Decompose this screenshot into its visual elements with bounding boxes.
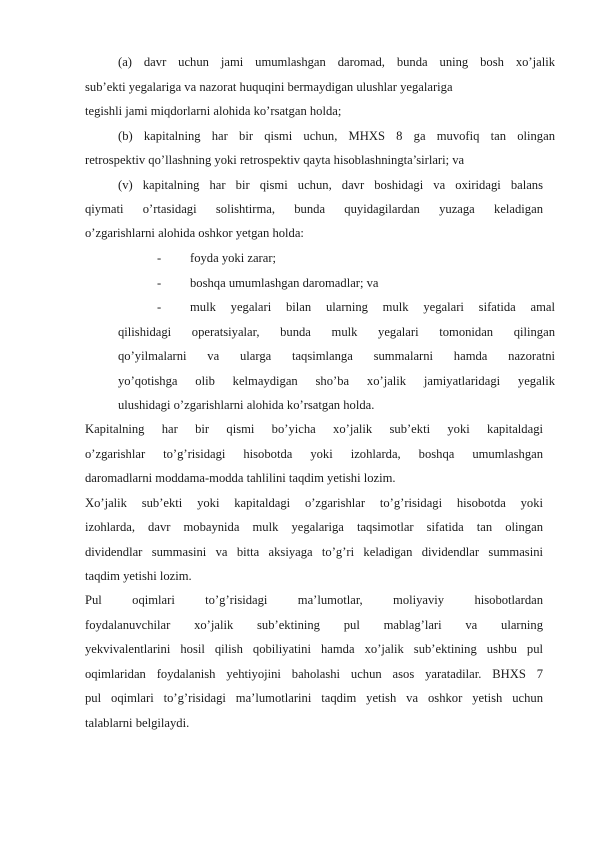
bullet-3-line-3: qo’yilmalarni va ularga taqsimlanga summalarni hamda nazoratni: [118, 349, 555, 363]
para-a-line-1: (a) davr uchun jami umumlashgan daromad, bunda uning bosh xo’jalik: [118, 55, 555, 69]
para-a-line-3: tegishli jami miqdorlarni alohida ko’rsatgan holda;: [85, 104, 342, 118]
bullet-3-line-4: yo’qotishga olib kelmaydigan sho’ba xo’jalik jamiyatlaridagi yegalik: [118, 374, 555, 388]
para-2-line-4: taqdim yetishi lozim.: [85, 569, 192, 583]
para-b-line-1: (b) kapitalning har bir qismi uchun, MHXS 8 ga muvofiq tan olingan: [118, 129, 555, 143]
para-v-line-1: (v) kapitalning har bir qismi uchun, davr boshidagi va oxiridagi balans: [118, 178, 543, 192]
para-3-line-5: pul oqimlari to’g’risidagi ma’lumotlarini taqdim yetish va oshkor yetish uchun: [85, 691, 543, 705]
para-3-line-1: Pul oqimlari to’g’risidagi ma’lumotlar, moliyaviy hisobotlardan: [85, 593, 543, 607]
para-v-line-2: qiymati o’rtasidagi solishtirma, bunda quyidagilardan yuzaga keladigan: [85, 202, 543, 216]
para-1-line-1: Kapitalning har bir qismi bo’yicha xo’jalik sub’ekti yoki kapitaldagi: [85, 422, 543, 436]
para-3-line-3: yekvivalentlarini hosil qilish qobiliyatini hamda xo’jalik sub’ektining ushbu pul: [85, 642, 543, 656]
para-2-line-3: dividendlar summasini va bitta aksiyaga to’g’ri keladigan dividendlar summasini: [85, 545, 543, 559]
para-1-line-2: o’zgarishlar to’g’risidagi hisobotda yoki izohlarda, boshqa umumlashgan: [85, 447, 543, 461]
bullet-dash-3: -: [157, 300, 162, 314]
para-v-line-3: o’zgarishlarni alohida oshkor yetgan holda:: [85, 226, 304, 240]
bullet-3-line-1: mulk yegalari bilan ularning mulk yegalari sifatida amal: [190, 300, 555, 314]
para-3-line-4: oqimlaridan foydalanish yehtiyojini baholashi uchun asos yaratadilar. BHXS 7: [85, 667, 543, 681]
para-3-line-6: talablarni belgilaydi.: [85, 716, 190, 730]
para-1-line-3: daromadlarni moddama-modda tahlilini taqdim yetishi lozim.: [85, 471, 396, 485]
para-2-line-2: izohlarda, davr mobaynida mulk yegalariga taqsimotlar sifatida tan olingan: [85, 520, 543, 534]
bullet-dash-2: -: [157, 276, 162, 290]
bullet-2-text: boshqa umumlashgan daromadlar; va: [190, 276, 379, 290]
para-a-line-2: sub’ekti yegalariga va nazorat huquqini bermaydigan ulushlar yegalariga: [85, 80, 453, 94]
para-3-line-2: foydalanuvchilar xo’jalik sub’ektining pul mablag’lari va ularning: [85, 618, 543, 632]
para-2-line-1: Xo’jalik sub’ekti yoki kapitaldagi o’zgarishlar to’g’risidagi hisobotda yoki: [85, 496, 543, 510]
bullet-dash-1: -: [157, 251, 162, 265]
bullet-3-line-2: qilishidagi operatsiyalar, bunda mulk yegalari tomonidan qilingan: [118, 325, 555, 339]
para-b-line-2: retrospektiv qo’llashning yoki retrospektiv qayta hisoblashningta’sirlari; va: [85, 153, 465, 167]
bullet-1-text: foyda yoki zarar;: [190, 251, 277, 265]
bullet-3-line-5: ulushidagi o’zgarishlarni alohida ko’rsatgan holda.: [118, 398, 375, 412]
